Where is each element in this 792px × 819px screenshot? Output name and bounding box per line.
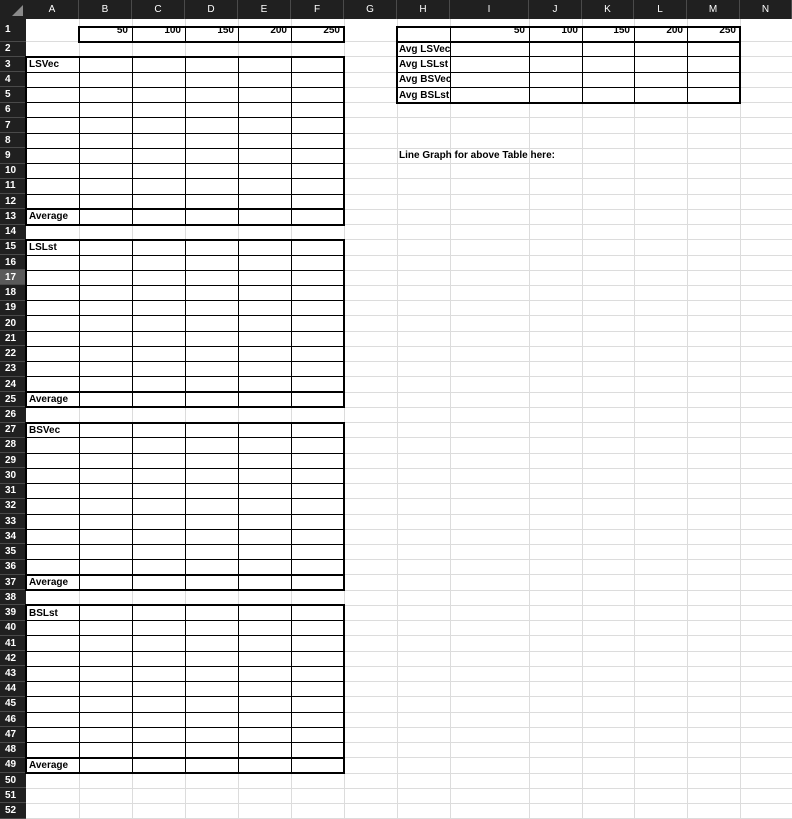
table-row-border xyxy=(26,514,344,515)
table-column-border xyxy=(291,423,292,591)
gridline-horizontal xyxy=(26,422,792,423)
table-column-border xyxy=(79,605,80,773)
table-column-border xyxy=(79,758,80,773)
row-header-5[interactable]: 5 xyxy=(0,87,26,102)
row-header-2[interactable]: 2 xyxy=(0,42,26,57)
row-header-16[interactable]: 16 xyxy=(0,255,26,270)
summary-row-label[interactable]: Avg BSLst xyxy=(399,89,450,101)
average-label[interactable]: Average xyxy=(29,577,69,589)
gridline-vertical xyxy=(740,19,741,819)
row-header-49[interactable]: 49 xyxy=(0,758,26,773)
column-header-h[interactable]: H xyxy=(397,0,450,19)
table-row-border xyxy=(26,559,344,560)
gridline-horizontal xyxy=(26,803,792,804)
row-header-47[interactable]: 47 xyxy=(0,727,26,742)
row-header-46[interactable]: 46 xyxy=(0,712,26,727)
summary-header-cell[interactable]: 250 xyxy=(719,24,736,36)
table-column-border xyxy=(238,240,239,408)
table-row-border xyxy=(26,651,344,652)
table-column-border xyxy=(291,57,292,225)
table-row-border xyxy=(26,712,344,713)
selected-cell-a17[interactable] xyxy=(26,270,79,285)
table-row-border xyxy=(26,117,344,118)
row-header-4[interactable]: 4 xyxy=(0,72,26,87)
column-header-j[interactable]: J xyxy=(529,0,582,19)
row-header-19[interactable]: 19 xyxy=(0,301,26,316)
table-column-border xyxy=(132,392,133,407)
column-header-g[interactable]: G xyxy=(344,0,397,19)
table-row-border xyxy=(26,361,344,362)
table-column-border xyxy=(79,57,80,225)
table-row-border xyxy=(26,72,344,73)
column-header-l[interactable]: L xyxy=(634,0,687,19)
row-header-43[interactable]: 43 xyxy=(0,666,26,681)
gridline-horizontal xyxy=(26,773,792,774)
row-header-12[interactable]: 12 xyxy=(0,194,26,209)
select-all-corner[interactable] xyxy=(0,0,26,19)
table-column-border xyxy=(132,240,133,408)
table-row-border xyxy=(26,681,344,682)
table-row-border xyxy=(26,666,344,667)
gridline-horizontal xyxy=(26,239,792,240)
table-column-border xyxy=(132,575,133,590)
row-header-10[interactable]: 10 xyxy=(0,164,26,179)
select-all-triangle-icon xyxy=(12,5,23,16)
gridline-horizontal xyxy=(26,788,792,789)
table-row-border xyxy=(26,529,344,530)
gridline-vertical xyxy=(397,19,398,819)
table-row-border xyxy=(26,178,344,179)
table-column-border xyxy=(291,605,292,773)
row-header-29[interactable]: 29 xyxy=(0,453,26,468)
table-column-border xyxy=(291,209,292,224)
table-column-border xyxy=(79,240,80,408)
table-column-border xyxy=(79,392,80,407)
row-header-14[interactable]: 14 xyxy=(0,225,26,240)
table-row-border xyxy=(26,346,344,347)
row-header-39[interactable]: 39 xyxy=(0,605,26,620)
summary-header-cell[interactable]: 100 xyxy=(561,24,578,36)
column-header-b[interactable]: B xyxy=(79,0,132,19)
table-column-border xyxy=(291,240,292,408)
row-header-35[interactable]: 35 xyxy=(0,544,26,559)
table-column-border xyxy=(185,57,186,225)
size-header-cell[interactable]: 50 xyxy=(116,24,128,36)
summary-header-cell[interactable]: 50 xyxy=(513,24,525,36)
row-header-45[interactable]: 45 xyxy=(0,697,26,712)
table-row-border xyxy=(26,163,344,164)
table-column-border xyxy=(238,392,239,407)
column-header-c[interactable]: C xyxy=(132,0,185,19)
size-header-cell[interactable]: 100 xyxy=(164,24,181,36)
table-column-border xyxy=(238,605,239,773)
gridline-vertical xyxy=(529,19,530,819)
row-header-9[interactable]: 9 xyxy=(0,148,26,163)
row-header-13[interactable]: 13 xyxy=(0,209,26,224)
row-header-44[interactable]: 44 xyxy=(0,682,26,697)
table-row-border xyxy=(26,437,344,438)
row-header-31[interactable]: 31 xyxy=(0,484,26,499)
row-header-50[interactable]: 50 xyxy=(0,773,26,788)
block-label-lsvec[interactable]: LSVec xyxy=(29,59,60,71)
row-header-27[interactable]: 27 xyxy=(0,423,26,438)
row-header-28[interactable]: 28 xyxy=(0,438,26,453)
row-header-33[interactable]: 33 xyxy=(0,514,26,529)
table-column-border xyxy=(238,423,239,591)
table-column-border xyxy=(132,605,133,773)
table-row-border xyxy=(26,300,344,301)
table-column-border xyxy=(79,209,80,224)
row-header-42[interactable]: 42 xyxy=(0,651,26,666)
table-row-border xyxy=(26,727,344,728)
table-column-border xyxy=(132,423,133,591)
row-header-1[interactable]: 1 xyxy=(0,19,26,42)
table-column-border xyxy=(238,575,239,590)
table-column-border xyxy=(185,423,186,591)
table-column-border xyxy=(185,575,186,590)
average-label[interactable]: Average xyxy=(29,394,69,406)
table-row-border xyxy=(26,483,344,484)
table-column-border xyxy=(185,758,186,773)
table-column-border xyxy=(185,240,186,408)
row-header-48[interactable]: 48 xyxy=(0,743,26,758)
block-label-lslst[interactable]: LSLst xyxy=(29,241,57,253)
summary-header-cell[interactable]: 150 xyxy=(613,24,630,36)
table-column-border xyxy=(238,57,239,225)
block-label-bsvec[interactable]: BSVec xyxy=(29,424,61,436)
row-header-41[interactable]: 41 xyxy=(0,636,26,651)
gridline-vertical xyxy=(344,19,345,819)
summary-row-label[interactable]: Avg BSVec xyxy=(399,74,452,86)
gridline-vertical xyxy=(634,19,635,819)
table-row-border xyxy=(26,133,344,134)
table-row-border xyxy=(26,102,344,103)
table-row-border xyxy=(26,742,344,743)
row-header-24[interactable]: 24 xyxy=(0,377,26,392)
row-header-8[interactable]: 8 xyxy=(0,133,26,148)
table-column-border xyxy=(185,209,186,224)
table-row-border xyxy=(26,453,344,454)
table-row-border xyxy=(26,194,344,195)
row-header-11[interactable]: 11 xyxy=(0,179,26,194)
row-header-37[interactable]: 37 xyxy=(0,575,26,590)
row-header-17[interactable]: 17 xyxy=(0,270,26,285)
table-row-border xyxy=(26,635,344,636)
gridline-horizontal xyxy=(26,590,792,591)
size-header-cell[interactable]: 250 xyxy=(323,24,340,36)
table-row-border xyxy=(26,544,344,545)
table-column-border xyxy=(185,605,186,773)
column-header-m[interactable]: M xyxy=(687,0,740,19)
size-header-cell[interactable]: 200 xyxy=(270,24,287,36)
gridline-horizontal xyxy=(26,224,792,225)
table-column-border xyxy=(291,392,292,407)
table-column-border xyxy=(132,209,133,224)
column-header-k[interactable]: K xyxy=(582,0,634,19)
column-header-f[interactable]: F xyxy=(291,0,344,19)
table-row-border xyxy=(26,696,344,697)
summary-header-cell[interactable]: 200 xyxy=(666,24,683,36)
table-column-border xyxy=(132,758,133,773)
row-header-3[interactable]: 3 xyxy=(0,57,26,72)
table-column-border xyxy=(291,575,292,590)
table-row-border xyxy=(26,331,344,332)
gridline-horizontal xyxy=(26,605,792,606)
table-column-border xyxy=(79,575,80,590)
table-row-border xyxy=(26,87,344,88)
gridline-vertical xyxy=(450,19,451,819)
column-header-a[interactable]: A xyxy=(26,0,79,19)
row-header-32[interactable]: 32 xyxy=(0,499,26,514)
row-header-15[interactable]: 15 xyxy=(0,240,26,255)
row-header-30[interactable]: 30 xyxy=(0,468,26,483)
row-header-26[interactable]: 26 xyxy=(0,407,26,422)
table-row-border xyxy=(26,255,344,256)
table-row-border xyxy=(26,468,344,469)
row-header-51[interactable]: 51 xyxy=(0,788,26,803)
table-column-border xyxy=(185,392,186,407)
gridline-vertical xyxy=(687,19,688,819)
row-header-36[interactable]: 36 xyxy=(0,560,26,575)
table-column-border xyxy=(79,423,80,591)
row-header-6[interactable]: 6 xyxy=(0,103,26,118)
table-row-border xyxy=(26,148,344,149)
row-header-38[interactable]: 38 xyxy=(0,590,26,605)
average-label[interactable]: Average xyxy=(29,759,69,771)
table-row-border xyxy=(26,315,344,316)
column-header-n[interactable]: N xyxy=(740,0,792,19)
table-row-border xyxy=(26,376,344,377)
summary-row-label[interactable]: Avg LSLst xyxy=(399,59,449,71)
column-header-d[interactable]: D xyxy=(185,0,238,19)
table-row-border xyxy=(26,620,344,621)
table-column-border xyxy=(238,209,239,224)
size-header-cell[interactable]: 150 xyxy=(217,24,234,36)
row-header-18[interactable]: 18 xyxy=(0,285,26,300)
column-header-e[interactable]: E xyxy=(238,0,291,19)
row-header-21[interactable]: 21 xyxy=(0,331,26,346)
gridline-horizontal xyxy=(26,407,792,408)
block-label-bslst[interactable]: BSLst xyxy=(29,607,58,619)
row-header-52[interactable]: 52 xyxy=(0,803,26,818)
table-row-border xyxy=(26,498,344,499)
summary-row-label[interactable]: Avg LSVec xyxy=(399,43,451,55)
column-header-i[interactable]: I xyxy=(450,0,529,19)
row-header-40[interactable]: 40 xyxy=(0,621,26,636)
gridline-vertical xyxy=(582,19,583,819)
row-header-34[interactable]: 34 xyxy=(0,529,26,544)
row-header-23[interactable]: 23 xyxy=(0,362,26,377)
row-header-22[interactable]: 22 xyxy=(0,346,26,361)
average-label[interactable]: Average xyxy=(29,211,69,223)
row-header-7[interactable]: 7 xyxy=(0,118,26,133)
row-header-20[interactable]: 20 xyxy=(0,316,26,331)
table-column-border xyxy=(238,758,239,773)
table-column-border xyxy=(291,758,292,773)
table-column-border xyxy=(132,57,133,225)
graph-placeholder-note[interactable]: Line Graph for above Table here: xyxy=(399,150,555,162)
row-header-25[interactable]: 25 xyxy=(0,392,26,407)
